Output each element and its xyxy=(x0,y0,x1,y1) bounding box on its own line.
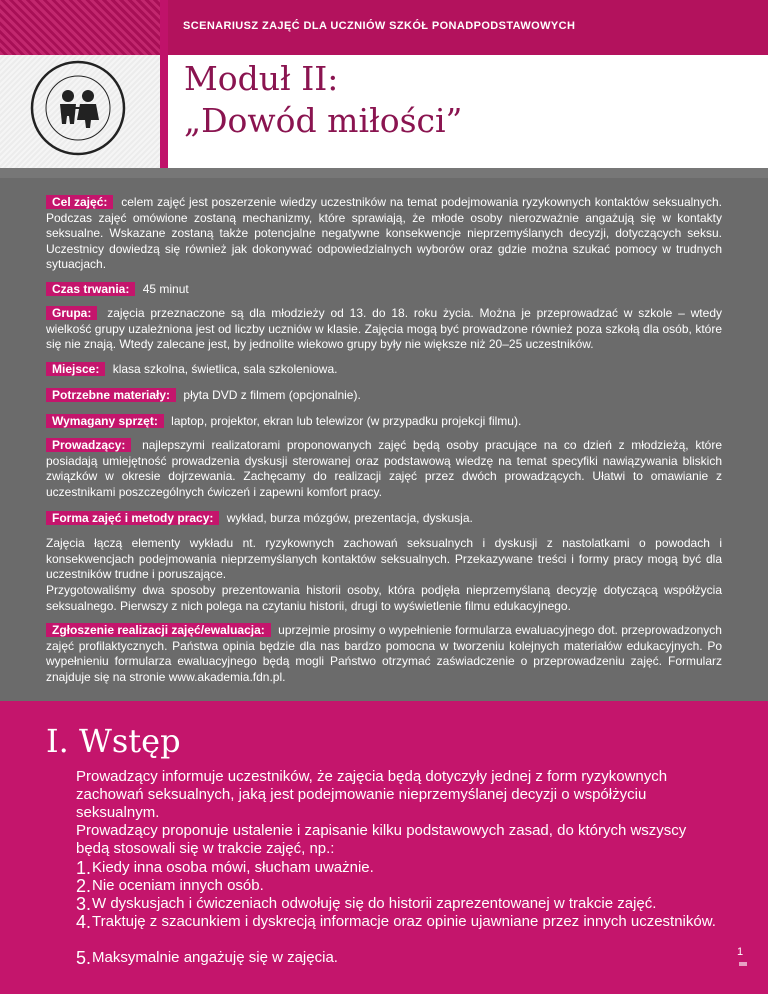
group-label: Grupa: xyxy=(46,306,97,320)
rule-text: Traktuję z szacunkiem i dyskrecją informacje oraz opinie ujawniane przez innych uczestników. xyxy=(92,913,716,930)
module-title-line1: Moduł II: xyxy=(184,59,339,98)
goal-label: Cel zajęć: xyxy=(46,195,113,209)
group-text: zajęcia przeznaczone są dla młodzieży od 13. do 18. roku życia. Można je przeprowadzać w szkole – wtedy wielkość grupy uzależniona jest od liczby uczniów w klasie. Zajęcia mogą być prowadzone również poza szkołą dla osób, które się nie znają. Wtedy zalecane jest, by jednolite wiekowo grupy były nie większe niż 20–25 uczestników. xyxy=(46,306,722,351)
rule-text: W dyskusjach i ćwiczeniach odwołuję się do historii zaprezentowanej w trakcie zajęć. xyxy=(92,895,657,912)
duration-paragraph xyxy=(46,282,722,298)
equipment-paragraph xyxy=(46,414,722,430)
materials-paragraph xyxy=(46,388,722,404)
rule-item xyxy=(76,895,716,913)
place-text: klasa szkolna, świetlica, sala szkoleniowa. xyxy=(112,362,338,376)
foundation-logo-icon xyxy=(28,58,128,158)
evaluation-label: Zgłoszenie realizacji zajęć/ewaluacja: xyxy=(46,623,271,637)
group-paragraph xyxy=(46,306,722,353)
rule-item xyxy=(76,877,716,895)
methods-text: wykład, burza mózgów, prezentacja, dyskusja. xyxy=(226,511,473,525)
rule-number: 2. xyxy=(76,876,92,896)
rule-text: Kiedy inna osoba mówi, słucham uważnie. xyxy=(92,859,374,876)
page-marker xyxy=(739,962,747,966)
leaders-text: najlepszymi realizatorami proponowanych zajęć będą osoby pracujące na co dzień z młodzieżą, które posiadają umiejętność prowadzenia dyskusji sterowanej oraz podstawową wiedzę na temat specyfiki nawiązywania bliskich związków w okresie dojrzewania. Zachęcamy do realizacji zajęć przez dwóch prowadzących. Ułatwi to omawianie z uczestnikami poszczególnych ćwiczeń i zapewni komfort pracy. xyxy=(46,438,722,499)
duration-label: Czas trwania: xyxy=(46,282,135,296)
place-paragraph xyxy=(46,362,722,378)
equipment-text: laptop, projektor, ekran lub telewizor (w przypadku projekcji filmu). xyxy=(171,414,522,428)
rule-number: 1. xyxy=(76,858,92,878)
rule-number: 3. xyxy=(76,894,92,914)
rule-text: Nie oceniam innych osób. xyxy=(92,877,264,894)
module-title xyxy=(184,58,462,142)
duration-text: 45 minut xyxy=(142,282,189,296)
rule-number: 5. xyxy=(76,948,92,968)
goal-text: celem zajęć jest poszerzenie wiedzy uczestników na temat podejmowania ryzykownych kontaktów seksualnych. Podczas zajęć omówione zostaną mechanizmy, które sprawiają, że młode osoby nierozważnie angażują się w kontakty seksualne. Wskazane zostaną także potencjalne negatywne konsekwencje nieprzemyślanych decyzji, dotyczących seksu. Uczestnicy dowiedzą się również jak dokonywać odpowiedzialnych wyborów oraz gdzie można szukać pomocy w trudnych sytuacjach. xyxy=(46,195,722,271)
rule-text: Maksymalnie angażuję się w zajęcia. xyxy=(92,949,338,966)
rule-number: 4. xyxy=(76,912,92,932)
header-texture xyxy=(0,0,168,55)
intro-paragraph-1: Prowadzący informuje uczestników, że zajęcia będą dotyczyły jednej z form ryzykownych zachowań seksualnych, jaką jest podejmowanie nieprzemyślanej decyzji o współżyciu seksualnym. xyxy=(76,768,668,821)
intro-paragraph-2: Prowadzący proponuje ustalenie i zapisanie kilku podstawowych zasad, do których wszyscy będą stosowali się w trakcie zajęć, np.: xyxy=(76,822,687,857)
page-number: 1 xyxy=(737,946,744,958)
leaders-paragraph xyxy=(46,438,722,500)
accent-bar xyxy=(160,0,168,168)
equipment-label: Wymagany sprzęt: xyxy=(46,414,164,428)
rule-item xyxy=(76,913,716,931)
module-title-line2: „Dowód miłości” xyxy=(184,101,463,140)
rule-item xyxy=(76,859,716,877)
leaders-label: Prowadzący: xyxy=(46,438,131,452)
place-label: Miejsce: xyxy=(46,362,105,376)
document-category: SCENARIUSZ ZAJĘĆ DLA UCZNIÓW SZKÓŁ PONADPODSTAWOWYCH xyxy=(183,20,576,32)
goal-paragraph xyxy=(46,195,722,273)
evaluation-text: uprzejmie prosimy o wypełnienie formularza ewaluacyjnego dot. przeprowadzonych zajęć profilaktycznych. Państwa opinia będzie dla nas bardzo pomocna w tworzeniu kolejnych materiałów edukacyjnych. Po wypełnieniu formularza ewaluacyjnego będą mogli Państwo otrzymać zaświadczenie o przeprowadzeniu zajęć. Formularz znajduje się na stronie www.akademia.fdn.pl. xyxy=(46,623,722,684)
materials-label: Potrzebne materiały: xyxy=(46,388,176,402)
materials-text: płyta DVD z filmem (opcjonalnie). xyxy=(183,388,361,402)
methods-paragraph xyxy=(46,511,722,527)
description-paragraph-1: Zajęcia łączą elementy wykładu nt. ryzykownych zachowań seksualnych i dyskusji z nastolatkami o powodach i konsekwencjach podejmowania nieprzemyślanych kontaktów seksualnych. Przekazywane treści i formy pracy mogą być dla uczestników trudne i poruszające. xyxy=(46,536,722,581)
rule-item xyxy=(76,949,716,967)
info-panel-stripe xyxy=(0,168,768,178)
section-title: I. Wstęp xyxy=(46,722,181,760)
methods-label: Forma zajęć i metody pracy: xyxy=(46,511,219,525)
description-paragraph-2: Przygotowaliśmy dwa sposoby prezentowania historii osoby, która podjęła nieprzemyślaną decyzję dotyczącą współżycia seksualnego. Pierwszy z nich polega na czytaniu historii, drugi to wyświetlenie filmu edukacyjnego. xyxy=(46,583,722,613)
evaluation-paragraph xyxy=(46,623,722,685)
